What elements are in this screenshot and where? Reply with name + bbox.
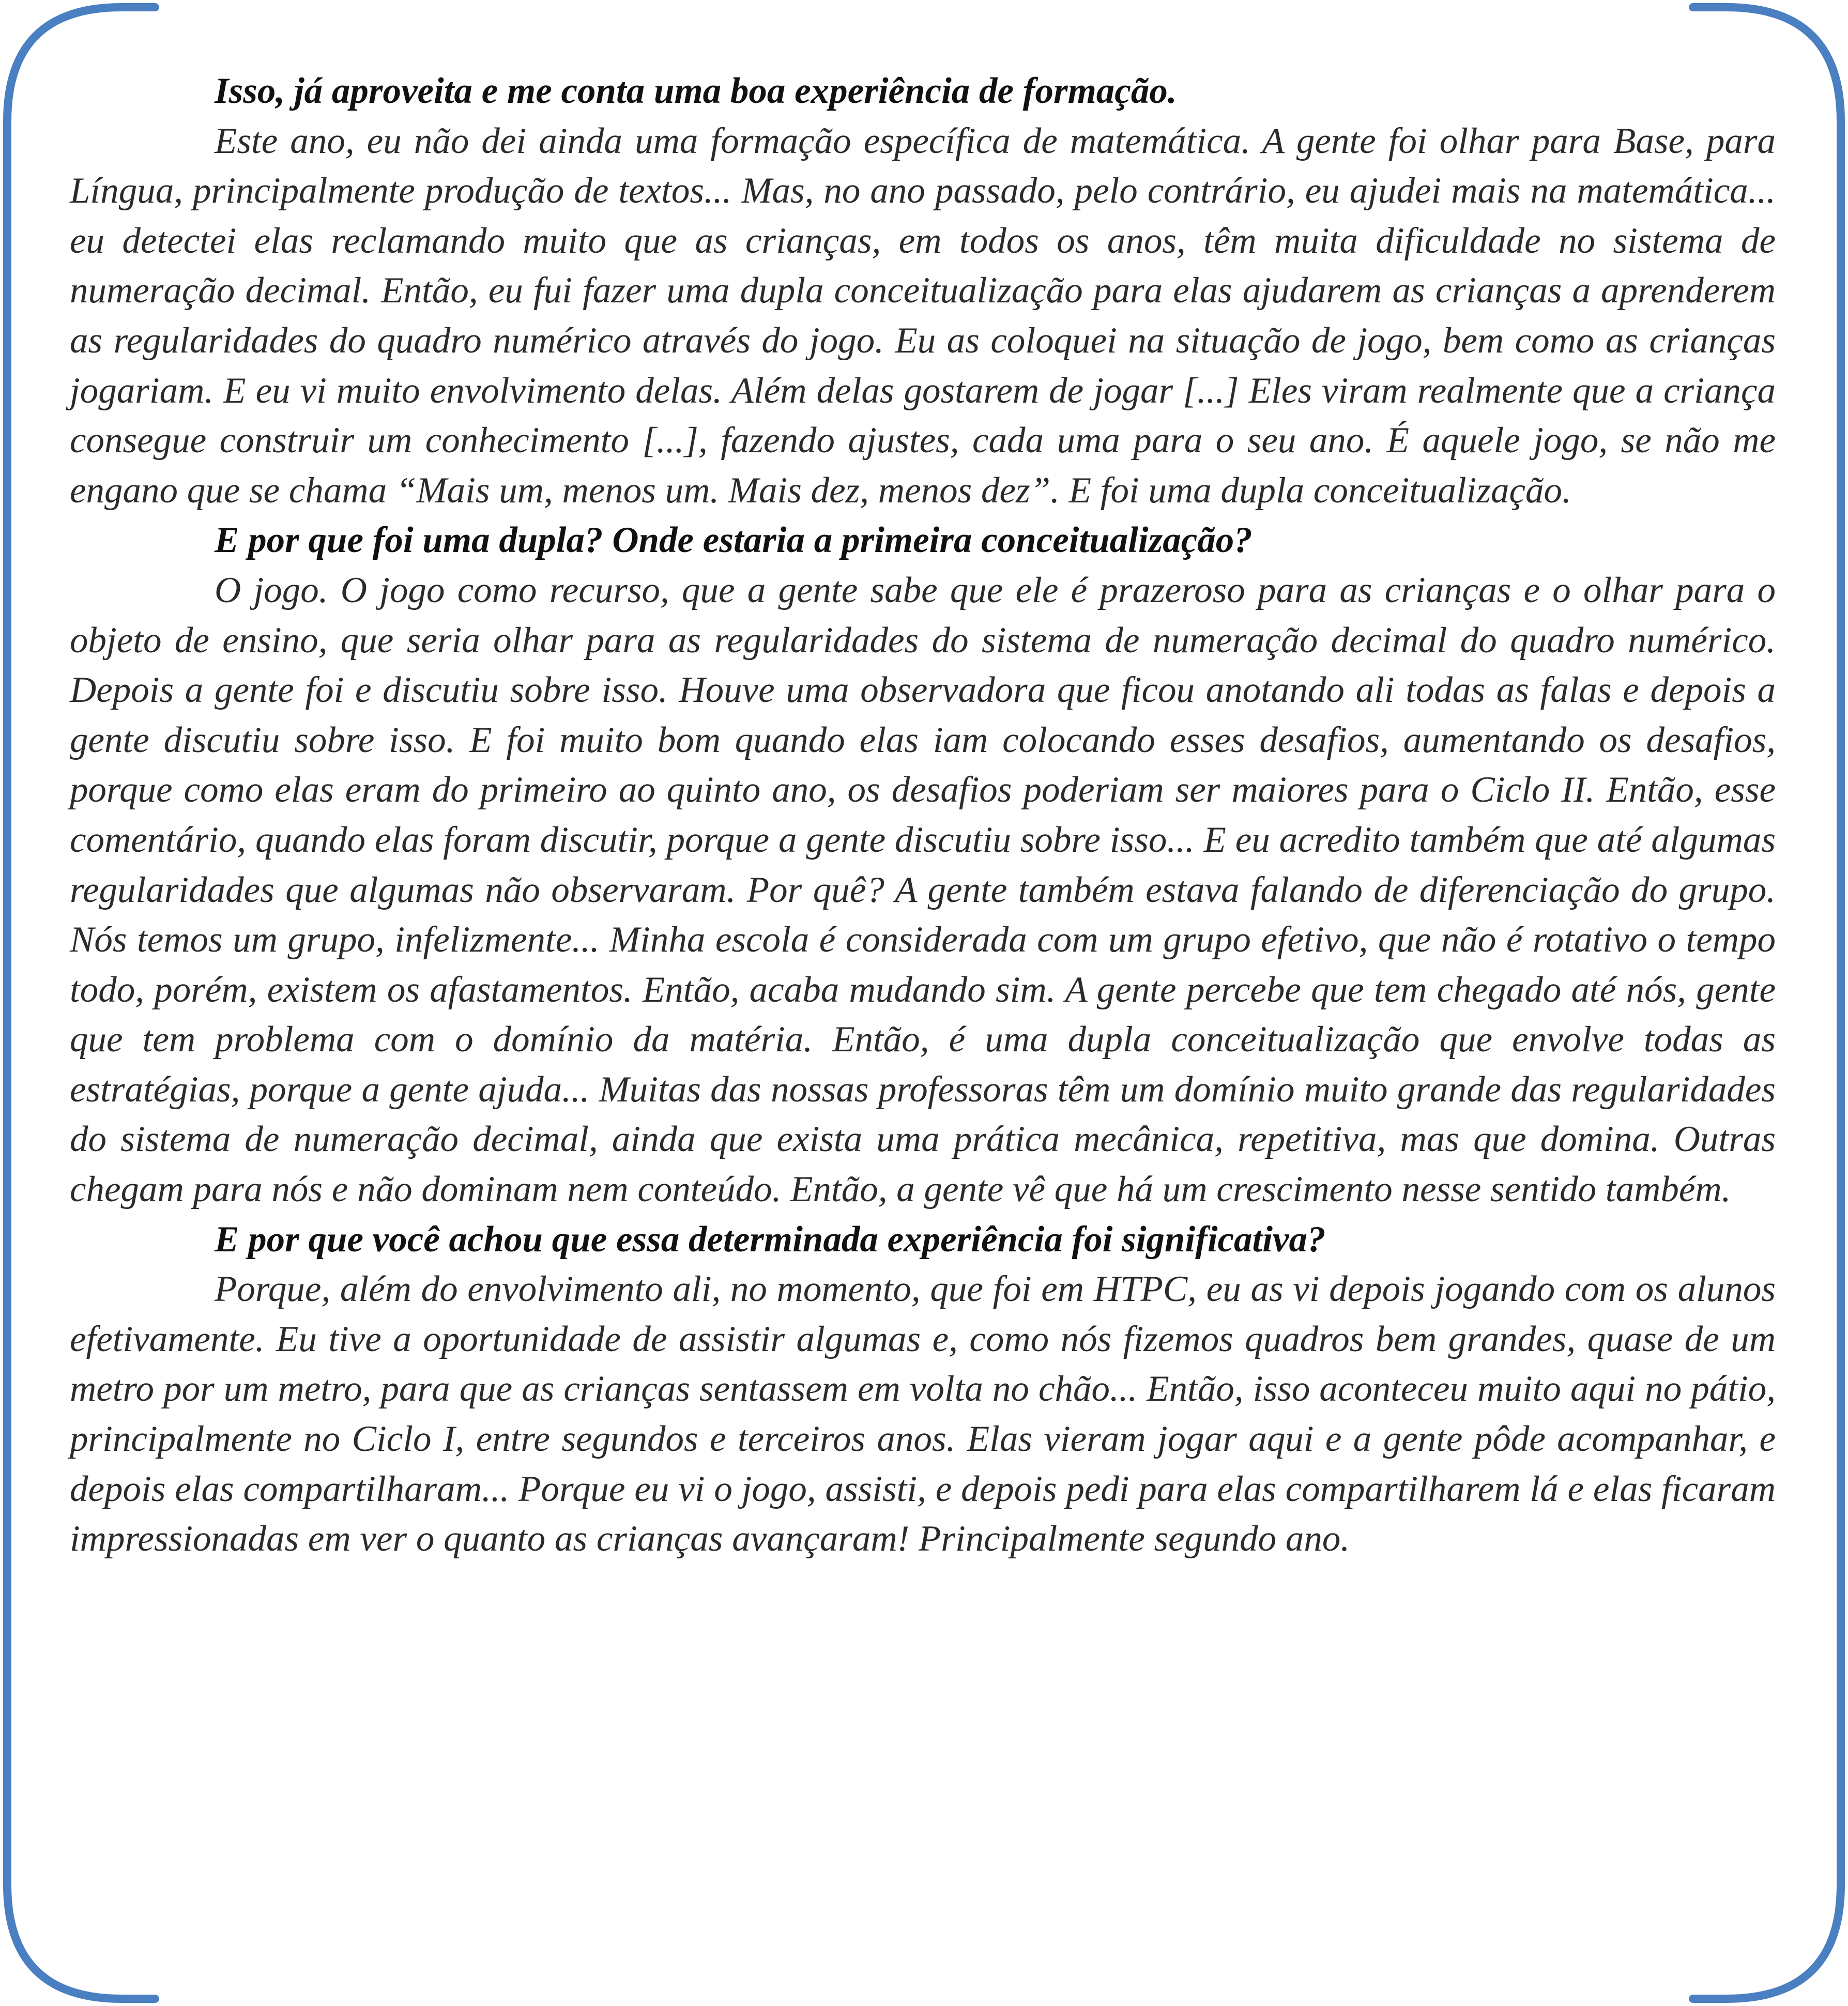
interview-question-2: E por que foi uma dupla? Onde estaria a primeira conceitualização? xyxy=(215,520,1253,561)
interview-question-1: Isso, já aproveita e me conta uma boa experiência de formação. xyxy=(215,71,1177,111)
interview-answer-2: O jogo. O jogo como recurso, que a gente sabe que ele é prazeroso para as crianças e o olhar para o objeto de ensino, que seria olhar para as regularidades do sistema de numeração decimal do quadro numérico. Depois a gente foi e discutiu sobre isso. Houve uma observadora que ficou anotando ali todas as falas e depois a gente discutiu sobre isso. E foi muito bom quando elas iam colocando esses desafios, aumentando os desafios, porque como elas eram do primeiro ao quinto ano, os desafios poderiam ser maiores para o Ciclo II. Então, esse comentário, quando elas foram discutir, porque a gente discutiu sobre isso... E eu acredito também que até algumas regularidades que algumas não observaram. Por quê? A gente também estava falando de diferenciação do grupo. Nós temos um grupo, infelizmente... Minha escola é considerada com um grupo efetivo, que não é rotativo o tempo todo, porém, existem os afastamentos. Então, acaba mudando sim. A gente percebe que tem chegado até nós, gente que tem problema com o domínio da matéria. Então, é uma dupla conceitualização que envolve todas as estratégias, porque a gente ajuda... Muitas das nossas professoras têm um domínio muito grande das regularidades do sistema de numeração decimal, ainda que exista uma prática mecânica, repetitiva, mas que domina. Outras chegam para nós e não dominam nem conteúdo. Então, a gente vê que há um crescimento nesse sentido também. xyxy=(70,570,1776,1210)
interview-question-3: E por que você achou que essa determinada experiência foi significativa? xyxy=(215,1219,1326,1260)
interview-answer-3: Porque, além do envolvimento ali, no momento, que foi em HTPC, eu as vi depois jogando com os alunos efetivamente. Eu tive a oportunidade de assistir algumas e, como nós fizemos quadros bem grandes, quase de um metro por um metro, para que as crianças sentassem em volta no chão... Então, isso aconteceu muito aqui no pátio, principalmente no Ciclo I, entre segundos e terceiros anos. Elas vieram jogar aqui e a gente pôde acompanhar, e depois elas compartilharam... Porque eu vi o jogo, assisti, e depois pedi para elas compartilharem lá e elas ficaram impressionadas em ver o quanto as crianças avançaram! Principalmente segundo ano. xyxy=(70,1269,1776,1559)
interview-answer-1: Este ano, eu não dei ainda uma formação específica de matemática. A gente foi olhar para Base, para Língua, principalmente produção de textos... Mas, no ano passado, pelo contrário, eu ajudei mais na matemática... eu detectei elas reclamando muito que as crianças, em todos os anos, têm muita dificuldade no sistema de numeração decimal. Então, eu fui fazer uma dupla conceitualização para elas ajudarem as crianças a aprenderem as regularidades do quadro numérico através do jogo. Eu as coloquei na situação de jogo, bem como as crianças jogariam. E eu vi muito envolvimento delas. Além delas gostarem de jogar [...] Eles viram realmente que a criança consegue construir um conhecimento [...], fazendo ajustes, cada uma para o seu ano. É aquele jogo, se não me engano que se chama “Mais um, menos um. Mais dez, menos dez”. E foi uma dupla conceitualização. xyxy=(70,120,1776,511)
interview-transcript xyxy=(70,66,1776,1564)
